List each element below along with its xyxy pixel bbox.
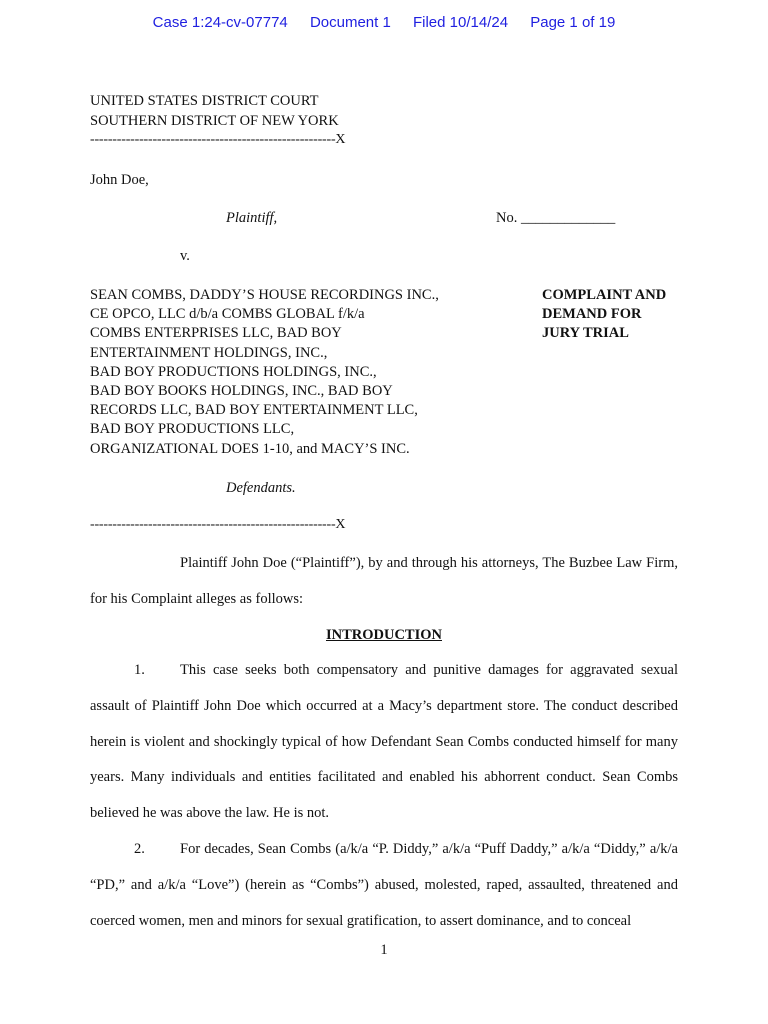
document-number-stamp: Document 1 — [309, 14, 391, 31]
caption-divider-bottom: -------------------------------------------------------X — [90, 517, 346, 532]
complaint-title-line: COMPLAINT AND — [542, 287, 667, 303]
paragraph-text: This case seeks both compensatory and punitive damages for aggravated sexual assault of Plaintiff John Doe which occurred at a Macy’s department store. The conduct described herein is violent and shockingly typical of how Defendant Sean Combs conducted himself for many years. Many individuals and entities facilitated and enabled his abhorrent conduct. Sean Combs believed he was above the law. He is not. — [90, 662, 678, 822]
court-name-line1: UNITED STATES DISTRICT COURT — [90, 93, 319, 109]
filed-date-stamp: Filed 10/14/24 — [412, 14, 509, 31]
defendants-list — [90, 286, 510, 459]
section-heading: INTRODUCTION — [325, 627, 442, 643]
paragraph-number: 2. — [134, 841, 145, 857]
numbered-paragraph — [90, 653, 678, 832]
page-number: 1 — [380, 942, 388, 958]
court-name-line2: SOUTHERN DISTRICT OF NEW YORK — [90, 112, 339, 129]
intro-paragraph-text: Plaintiff John Doe (“Plaintiff”), by and through his attorneys, The Buzbee Law Firm, for his Complaint alleges as follows: — [90, 555, 678, 607]
plaintiff-label: Plaintiff, — [226, 210, 278, 226]
versus-label: v. — [180, 248, 190, 264]
defendant-line: CE OPCO, LLC d/b/a COMBS GLOBAL f/k/a — [90, 306, 365, 323]
paragraph-text: For decades, Sean Combs (a/k/a “P. Diddy,” a/k/a “Puff Daddy,” a/k/a “Diddy,” a/k/a “PD,” and a/k/a “Love”) (herein as “Combs”) abused, molested, raped, assaulted, threatened and coerced women, men and minors for sexual gratification, to assert dominance, and to conceal — [90, 841, 678, 929]
defendant-line: RECORDS LLC, BAD BOY ENTERTAINMENT LLC, — [90, 402, 418, 419]
complaint-title-line: JURY TRIAL — [542, 325, 629, 342]
paragraph-number: 1. — [134, 662, 145, 678]
defendant-line: ENTERTAINMENT HOLDINGS, INC., — [90, 344, 328, 361]
page-count-stamp: Page 1 of 19 — [530, 14, 616, 31]
defendant-line: BAD BOY BOOKS HOLDINGS, INC., BAD BOY — [90, 383, 393, 400]
complaint-title-line: DEMAND FOR — [542, 306, 642, 323]
defendant-line: BAD BOY PRODUCTIONS HOLDINGS, INC., — [90, 363, 377, 380]
defendant-line: SEAN COMBS, DADDY’S HOUSE RECORDINGS INC., — [90, 287, 439, 303]
defendant-line: ORGANIZATIONAL DOES 1-10, and MACY’S INC. — [90, 440, 410, 457]
ecf-header-stamp — [0, 14, 768, 31]
defendants-label: Defendants. — [226, 480, 296, 496]
intro-paragraph — [90, 546, 678, 618]
caption-divider-top: -------------------------------------------------------X — [90, 132, 346, 147]
plaintiff-name: John Doe, — [90, 172, 149, 188]
case-number-stamp: Case 1:24-cv-07774 — [152, 14, 288, 31]
complaint-title — [542, 286, 666, 344]
numbered-paragraph — [90, 832, 678, 939]
court-name — [90, 92, 339, 131]
defendant-line: COMBS ENTERPRISES LLC, BAD BOY — [90, 325, 342, 342]
defendant-line: BAD BOY PRODUCTIONS LLC, — [90, 421, 295, 438]
case-number-blank: No. _____________ — [496, 210, 616, 226]
